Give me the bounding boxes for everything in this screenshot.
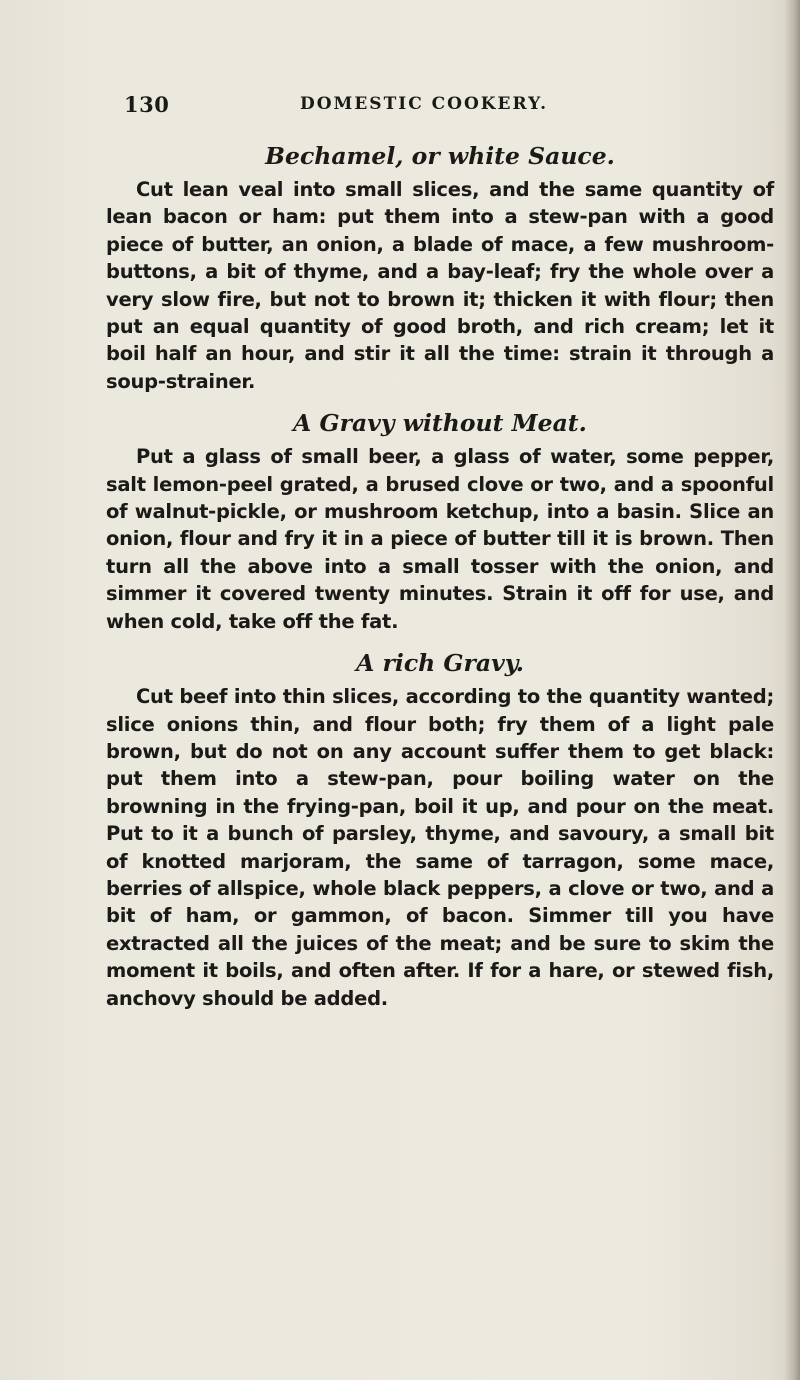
recipe-title: Bechamel, or white Sauce. (265, 142, 615, 170)
recipe-gravy-without-meat (106, 407, 774, 635)
running-title: DOMESTIC COOKERY. (299, 94, 548, 114)
recipe-body: Put a glass of small beer, a glass of water, some pepper, salt lemon-peel grated, a brused clove or two, and a spoonful of walnut-pickle, or mushroom ketchup, into a basin. Slice an onion, flour and fry it in a piece of butter till it is brown. Then turn all the above into a small tosser with the onion, and simmer it covered twenty minutes. Strain it off for use, and when cold, take off the fat. (106, 445, 774, 633)
recipe-title: A Gravy without Meat. (293, 409, 587, 438)
page-content (106, 140, 774, 1024)
recipe-rich-gravy (106, 647, 774, 1012)
recipe-body: Cut beef into thin slices, according to the quantity wanted; slice onions thin, and flour both; fry them of a light pale brown, but do not on any account suffer them to get black: put them into a stew-pan, pour boiling water on the browning in the frying-pan, boil it up, and pour on the meat. Put to it a bunch of parsley, thyme, and savoury, a small bit of knotted marjoram, the same of tarragon, some mace, berries of allspice, whole black peppers, a clove or two, and a bit of ham, or gammon, of bacon. Simmer till you have extracted all the juices of the meat; and be sure to skim the moment it boils, and often after. If for a hare, or stewed fish, anchovy should be added. (106, 685, 774, 1010)
page-edge-shadow (784, 0, 800, 1380)
recipe-bechamel (106, 140, 774, 395)
page-header (124, 92, 724, 122)
recipe-title: A rich Gravy. (356, 649, 524, 678)
page-number: 130 (124, 92, 170, 117)
recipe-body: Cut lean veal into small slices, and the same quantity of lean bacon or ham: put them into a stew-pan with a good piece of butter, an onion, a blade of mace, a few mushroom-buttons, a bit of thyme, and a bay-leaf; fry the whole over a very slow fire, but not to brown it; thicken it with flour; then put an equal quantity of good broth, and rich cream; let it boil half an hour, and stir it all the time: strain it through a soup-strainer. (106, 178, 774, 393)
